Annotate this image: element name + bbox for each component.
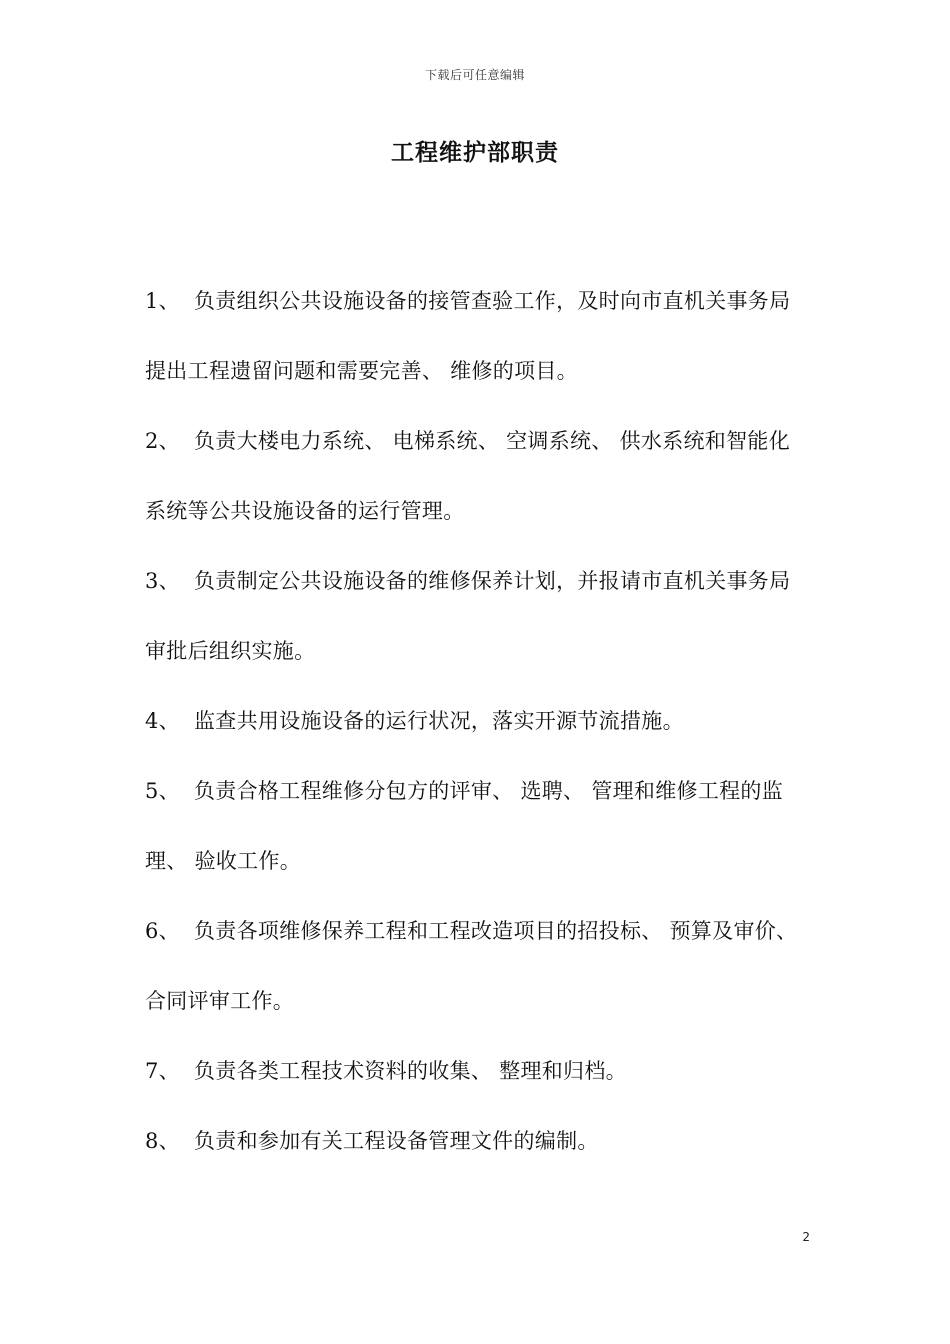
duty-number: 6、 [145,919,180,943]
duty-text: 负责各类工程技术资料的收集、 整理和归档。 [193,1059,627,1083]
duty-number: 7、 [145,1059,180,1083]
duty-number: 8、 [145,1129,180,1153]
duty-item-5 [145,756,810,896]
duty-item-6 [145,896,810,1036]
duty-item-7 [145,1036,810,1106]
duty-text: 负责大楼电力系统、 电梯系统、 空调系统、 供水系统和智能化系统等公共设施设备的运行管理。 [145,429,790,523]
duty-text: 监查共用设施设备的运行状况，落实开源节流措施。 [193,709,684,733]
header-note: 下载后可任意编辑 [424,68,525,82]
duty-number: 1、 [145,289,180,313]
duty-text: 负责合格工程维修分包方的评审、 选聘、 管理和维修工程的监理、 验收工作。 [145,779,784,873]
duty-number: 5、 [145,779,180,803]
duty-number: 2、 [145,429,180,453]
duty-text: 负责和参加有关工程设备管理文件的编制。 [193,1129,599,1153]
duty-number: 4、 [145,709,180,733]
duty-text: 负责制定公共设施设备的维修保养计划，并报请市直机关事务局审批后组织实施。 [145,569,791,663]
duty-number: 3、 [145,569,180,593]
page-number: 2 [802,1230,810,1244]
duty-item-2 [145,406,810,546]
duty-item-3 [145,546,810,686]
duty-item-4 [145,686,810,756]
duty-text: 负责各项维修保养工程和工程改造项目的招投标、 预算及审价、 合同评审工作。 [145,919,798,1013]
duty-text: 负责组织公共设施设备的接管查验工作，及时向市直机关事务局提出工程遗留问题和需要完善、 维修的项目。 [145,289,791,383]
duty-list [145,266,810,1176]
document-title: 工程维护部职责 [391,140,559,166]
duty-item-8 [145,1106,810,1176]
duty-item-1 [145,266,810,406]
